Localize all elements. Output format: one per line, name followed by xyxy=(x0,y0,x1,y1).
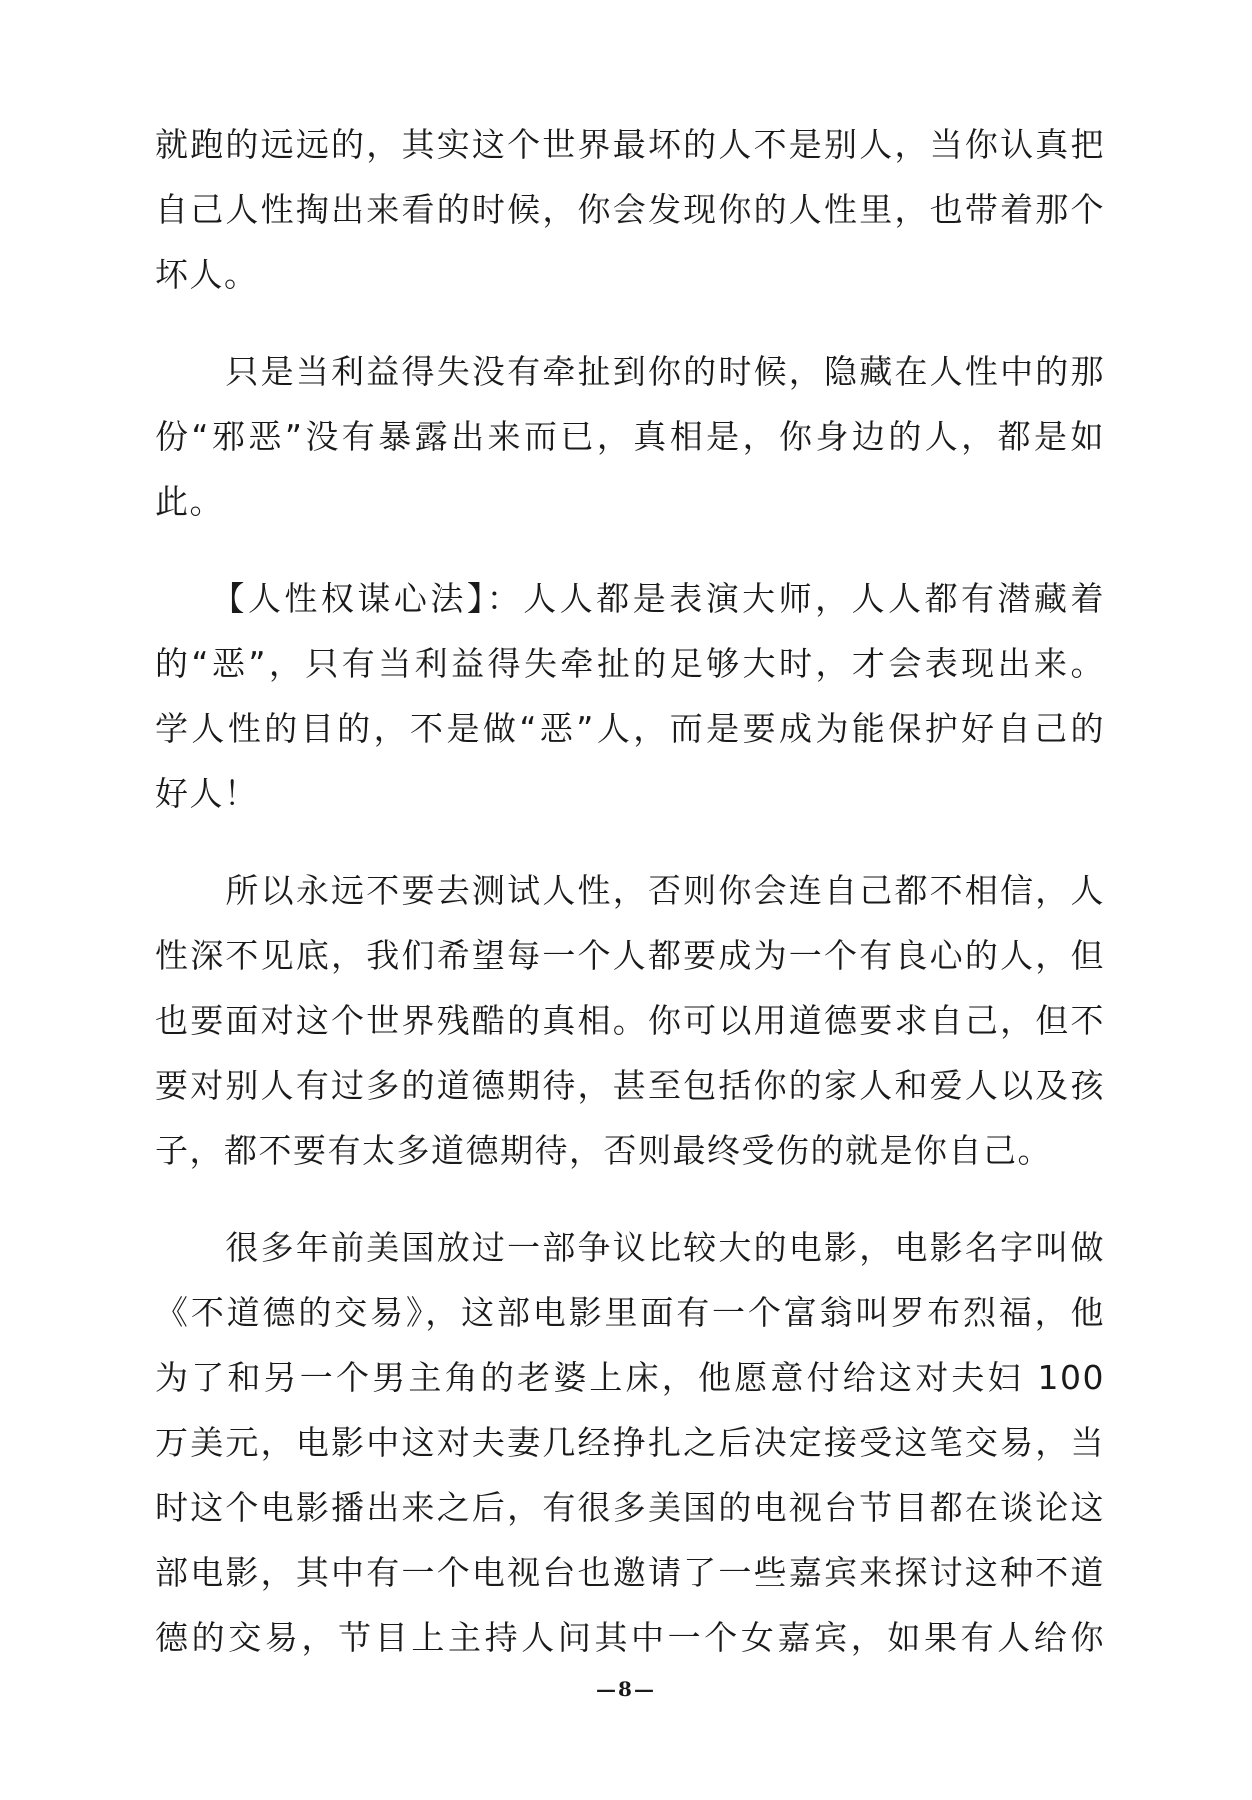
text-line: 坏人。 xyxy=(155,255,259,294)
text-line: 只是当利益得失没有牵扯到你的时候，隐藏在人性中的那 xyxy=(155,352,1105,391)
text-line: 的“恶”，只有当利益得失牵扯的足够大时，才会表现出来。 xyxy=(155,644,1105,683)
text-line: 很多年前美国放过一部争议比较大的电影，电影名字叫做 xyxy=(155,1228,1105,1267)
page-number: —8— xyxy=(596,1677,656,1701)
text-line: 学人性的目的，不是做“恶”人，而是要成为能保护好自己的 xyxy=(155,709,1105,748)
text-line: 份“邪恶”没有暴露出来而已，真相是，你身边的人，都是如 xyxy=(155,417,1105,456)
text-line: 《不道德的交易》，这部电影里面有一个富翁叫罗布烈福，他 xyxy=(155,1293,1105,1332)
text-line: 子，都不要有太多道德期待，否则最终受伤的就是你自己。 xyxy=(155,1131,1052,1170)
text-line: 自己人性掏出来看的时候，你会发现你的人性里，也带着那个 xyxy=(155,190,1105,229)
text-line: 此。 xyxy=(155,482,224,521)
text-line: 时这个电影播出来之后，有很多美国的电视台节目都在谈论这 xyxy=(155,1488,1105,1527)
text-line: 万美元，电影中这对夫妻几经挣扎之后决定接受这笔交易，当 xyxy=(155,1423,1105,1462)
text-line: 要对别人有过多的道德期待，甚至包括你的家人和爱人以及孩 xyxy=(155,1066,1105,1105)
text-line: 德的交易，节目上主持人问其中一个女嘉宾，如果有人给你 xyxy=(155,1618,1105,1657)
text-line: 性深不见底，我们希望每一个人都要成为一个有良心的人，但 xyxy=(155,936,1105,975)
text-line: 【人性权谋心法】：人人都是表演大师，人人都有潜藏着 xyxy=(155,579,1105,618)
paragraph xyxy=(155,1215,1105,1670)
paragraph xyxy=(155,566,1105,826)
text-line: 所以永远不要去测试人性，否则你会连自己都不相信，人 xyxy=(155,871,1105,910)
text-line: 为了和另一个男主角的老婆上床，他愿意付给这对夫妇 100 xyxy=(155,1358,1105,1397)
text-line: 就跑的远远的，其实这个世界最坏的人不是别人，当你认真把 xyxy=(155,125,1105,164)
text-line: 也要面对这个世界残酷的真相。你可以用道德要求自己，但不 xyxy=(155,1001,1105,1040)
text-line: 好人！ xyxy=(155,774,259,813)
paragraph xyxy=(155,858,1105,1183)
text-line: 部电影，其中有一个电视台也邀请了一些嘉宾来探讨这种不道 xyxy=(155,1553,1105,1592)
paragraph xyxy=(155,339,1105,534)
document-body xyxy=(155,112,1105,1702)
paragraph xyxy=(155,112,1105,307)
